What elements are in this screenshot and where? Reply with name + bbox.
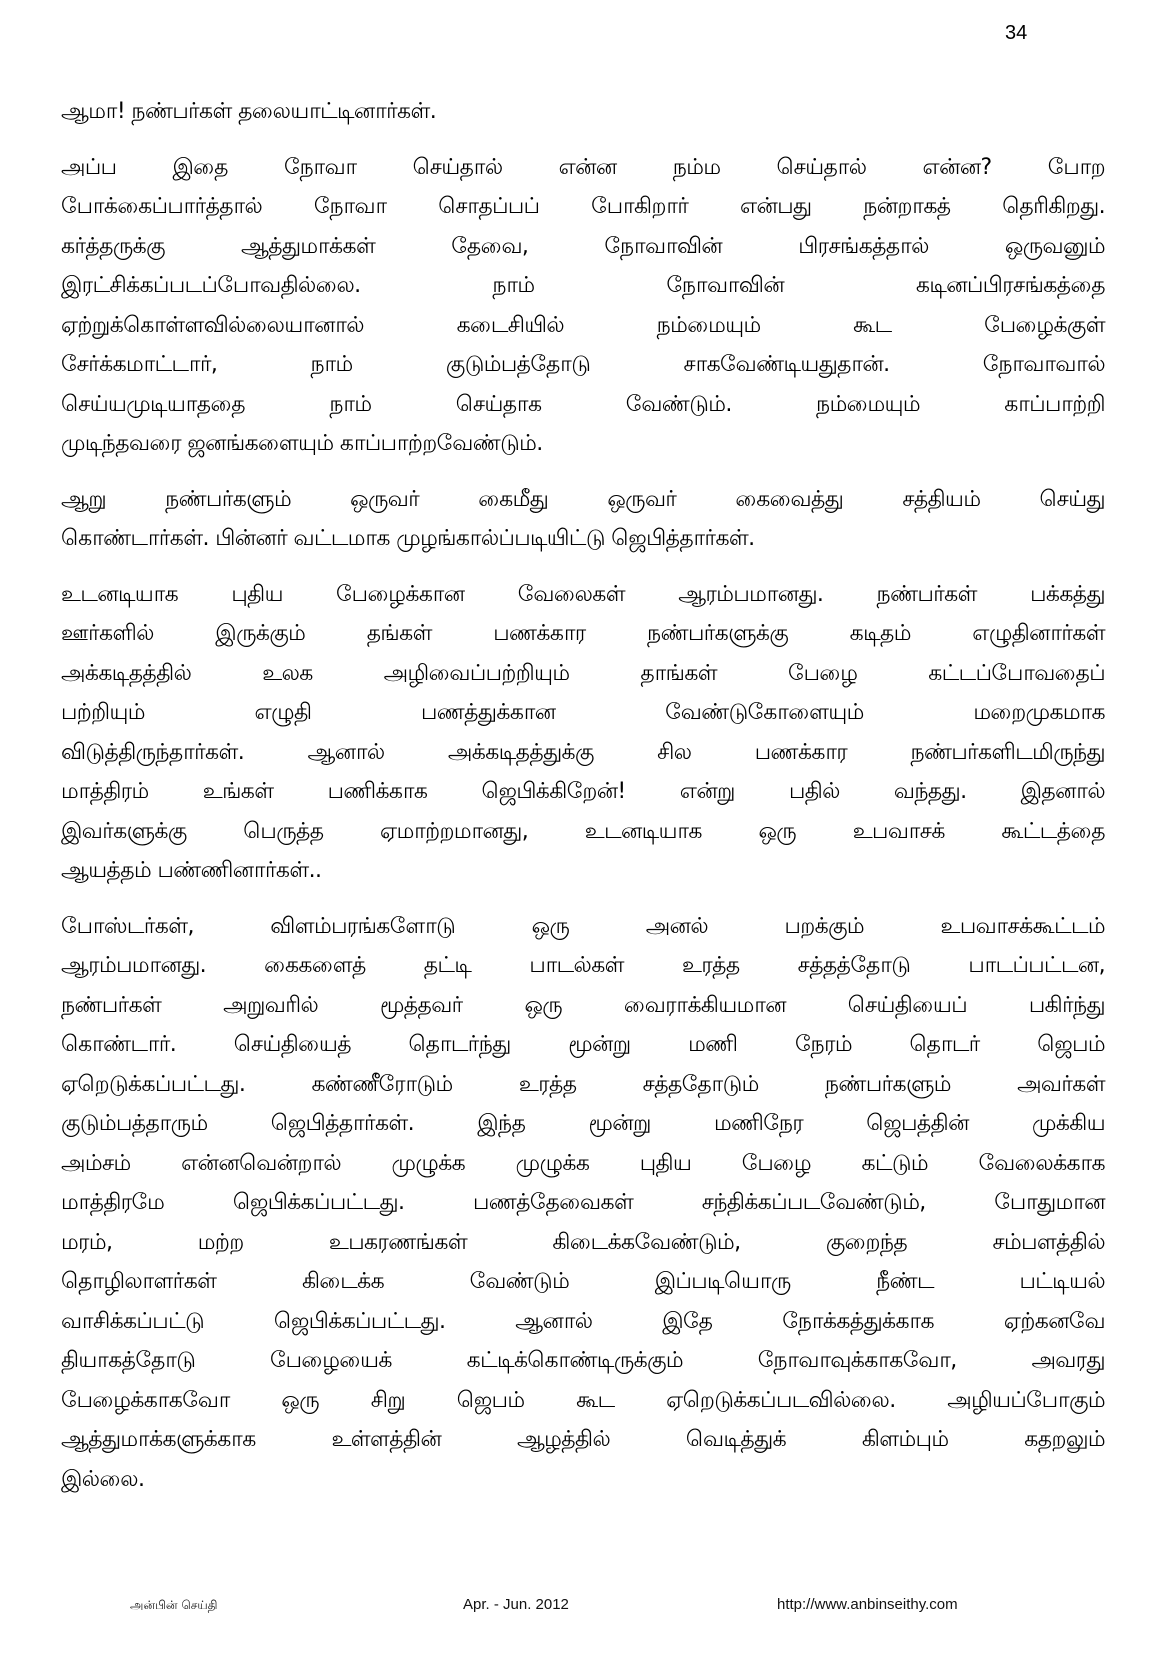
text-line: தொழிலாளர்கள் கிடைக்க வேண்டும் இப்படியொரு நீண்ட பட்டியல் (61, 1269, 1105, 1294)
text-line: பேழைக்காகவோ ஒரு சிறு ஜெபம் கூட ஏறெடுக்கப்படவில்லை. அழியப்போகும் (61, 1387, 1105, 1413)
text-line: பற்றியும் எழுதி பணத்துக்கான வேண்டுகோளையும் மறைமுகமாக (61, 700, 1105, 725)
footer-issue-date: Apr. - Jun. 2012 (463, 1596, 569, 1613)
text-line: போக்கைப்பார்த்தால் நோவா சொதப்பப் போகிறார் என்பது நன்றாகத் தெரிகிறது. (61, 194, 1105, 219)
text-line: சேர்க்கமாட்டார், நாம் குடும்பத்தோடு சாகவேண்டியதுதான். நோவாவால் (61, 352, 1105, 377)
page-footer (0, 1596, 1167, 1620)
text-line: அக்கடிதத்தில் உலக அழிவைப்பற்றியும் தாங்கள் பேழை கட்டப்போவதைப் (61, 660, 1105, 686)
text-line: ஏறெடுக்கப்பட்டது. கண்ணீரோடும் உரத்த சத்ததோடும் நண்பர்களும் அவர்கள் (61, 1071, 1105, 1097)
paragraph (61, 92, 1105, 132)
text-line: முடிந்தவரை ஜனங்களையும் காப்பாற்றவேண்டும். (61, 431, 543, 456)
footer-website-link[interactable]: http://www.anbinseithy.com (777, 1596, 958, 1613)
page-number: 34 (1005, 22, 1028, 44)
text-line: ஆமா! நண்பர்கள் தலையாட்டினார்கள். (61, 99, 437, 124)
text-line: நண்பர்கள் அறுவரில் மூத்தவர் ஒரு வைராக்கியமான செய்தியைப் பகிர்ந்து (61, 992, 1105, 1018)
text-line: இரட்சிக்கப்படப்போவதில்லை. நாம் நோவாவின் கடினப்பிரசங்கத்தை (61, 273, 1105, 298)
text-line: ஊர்களில் இருக்கும் தங்கள் பணக்கார நண்பர்களுக்கு கடிதம் எழுதினார்கள் (61, 621, 1105, 646)
text-line: ஏற்றுக்கொள்ளவில்லையானால் கடைசியில் நம்மையும் கூட பேழைக்குள் (61, 312, 1105, 338)
text-line: அம்சம் என்னவென்றால் முழுக்க முழுக்க புதிய பேழை கட்டும் வேலைக்காக (61, 1150, 1105, 1176)
text-line: இல்லை. (61, 1466, 145, 1492)
text-line: ஆத்துமாக்களுக்காக உள்ளத்தின் ஆழத்தில் வெடித்துக் கிளம்பும் கதறலும் (61, 1427, 1105, 1452)
article-body (61, 92, 1105, 1515)
text-line: மாத்திரமே ஜெபிக்கப்பட்டது. பணத்தேவைகள் சந்திக்கப்படவேண்டும், போதுமான (61, 1190, 1105, 1215)
text-line: மரம், மற்ற உபகரணங்கள் கிடைக்கவேண்டும், குறைந்த சம்பளத்தில் (61, 1229, 1105, 1255)
text-line: ஆறு நண்பர்களும் ஒருவர் கைமீது ஒருவர் கைவைத்து சத்தியம் செய்து (61, 486, 1105, 512)
text-line: விடுத்திருந்தார்கள். ஆனால் அக்கடிதத்துக்கு சில பணக்கார நண்பர்களிடமிருந்து (61, 739, 1105, 765)
text-line: கொண்டார். செய்தியைத் தொடர்ந்து மூன்று மணி நேரம் தொடர் ஜெபம் (61, 1032, 1105, 1057)
text-line: இவர்களுக்கு பெருத்த ஏமாற்றமானது, உடனடியாக ஒரு உபவாசக் கூட்டத்தை (61, 818, 1105, 844)
paragraph (61, 148, 1105, 464)
text-line: செய்யமுடியாததை நாம் செய்தாக வேண்டும். நம்மையும் காப்பாற்றி (61, 391, 1105, 417)
text-line: வாசிக்கப்பட்டு ஜெபிக்கப்பட்டது. ஆனால் இதே நோக்கத்துக்காக ஏற்கனவே (61, 1308, 1105, 1334)
text-line: தியாகத்தோடு பேழையைக் கட்டிக்கொண்டிருக்கும் நோவாவுக்காகவோ, அவரது (61, 1348, 1105, 1373)
paragraph (61, 575, 1105, 891)
footer-magazine-name: அன்பின் செய்தி (130, 1598, 218, 1612)
text-line: அப்ப இதை நோவா செய்தால் என்ன நம்ம செய்தால் என்ன? போற (61, 154, 1105, 180)
text-line: உடனடியாக புதிய பேழைக்கான வேலைகள் ஆரம்பமானது. நண்பர்கள் பக்கத்து (61, 581, 1105, 607)
text-line: கர்த்தருக்கு ஆத்துமாக்கள் தேவை, நோவாவின் பிரசங்கத்தால் ஒருவனும் (61, 233, 1105, 259)
text-line: குடும்பத்தாரும் ஜெபித்தார்கள். இந்த மூன்று மணிநேர ஜெபத்தின் முக்கிய (61, 1111, 1105, 1136)
text-line: கொண்டார்கள். பின்னர் வட்டமாக முழங்கால்ப்படியிட்டு ஜெபித்தார்கள். (61, 526, 755, 551)
text-line: போஸ்டர்கள், விளம்பரங்களோடு ஒரு அனல் பறக்கும் உபவாசக்கூட்டம் (61, 913, 1105, 939)
paragraph (61, 907, 1105, 1500)
text-line: ஆரம்பமானது. கைகளைத் தட்டி பாடல்கள் உரத்த சத்தத்தோடு பாடப்பட்டன, (61, 953, 1105, 978)
paragraph (61, 480, 1105, 559)
text-line: ஆயத்தம் பண்ணினார்கள்.. (61, 858, 322, 883)
text-line: மாத்திரம் உங்கள் பணிக்காக ஜெபிக்கிறேன்! என்று பதில் வந்தது. இதனால் (61, 779, 1105, 804)
